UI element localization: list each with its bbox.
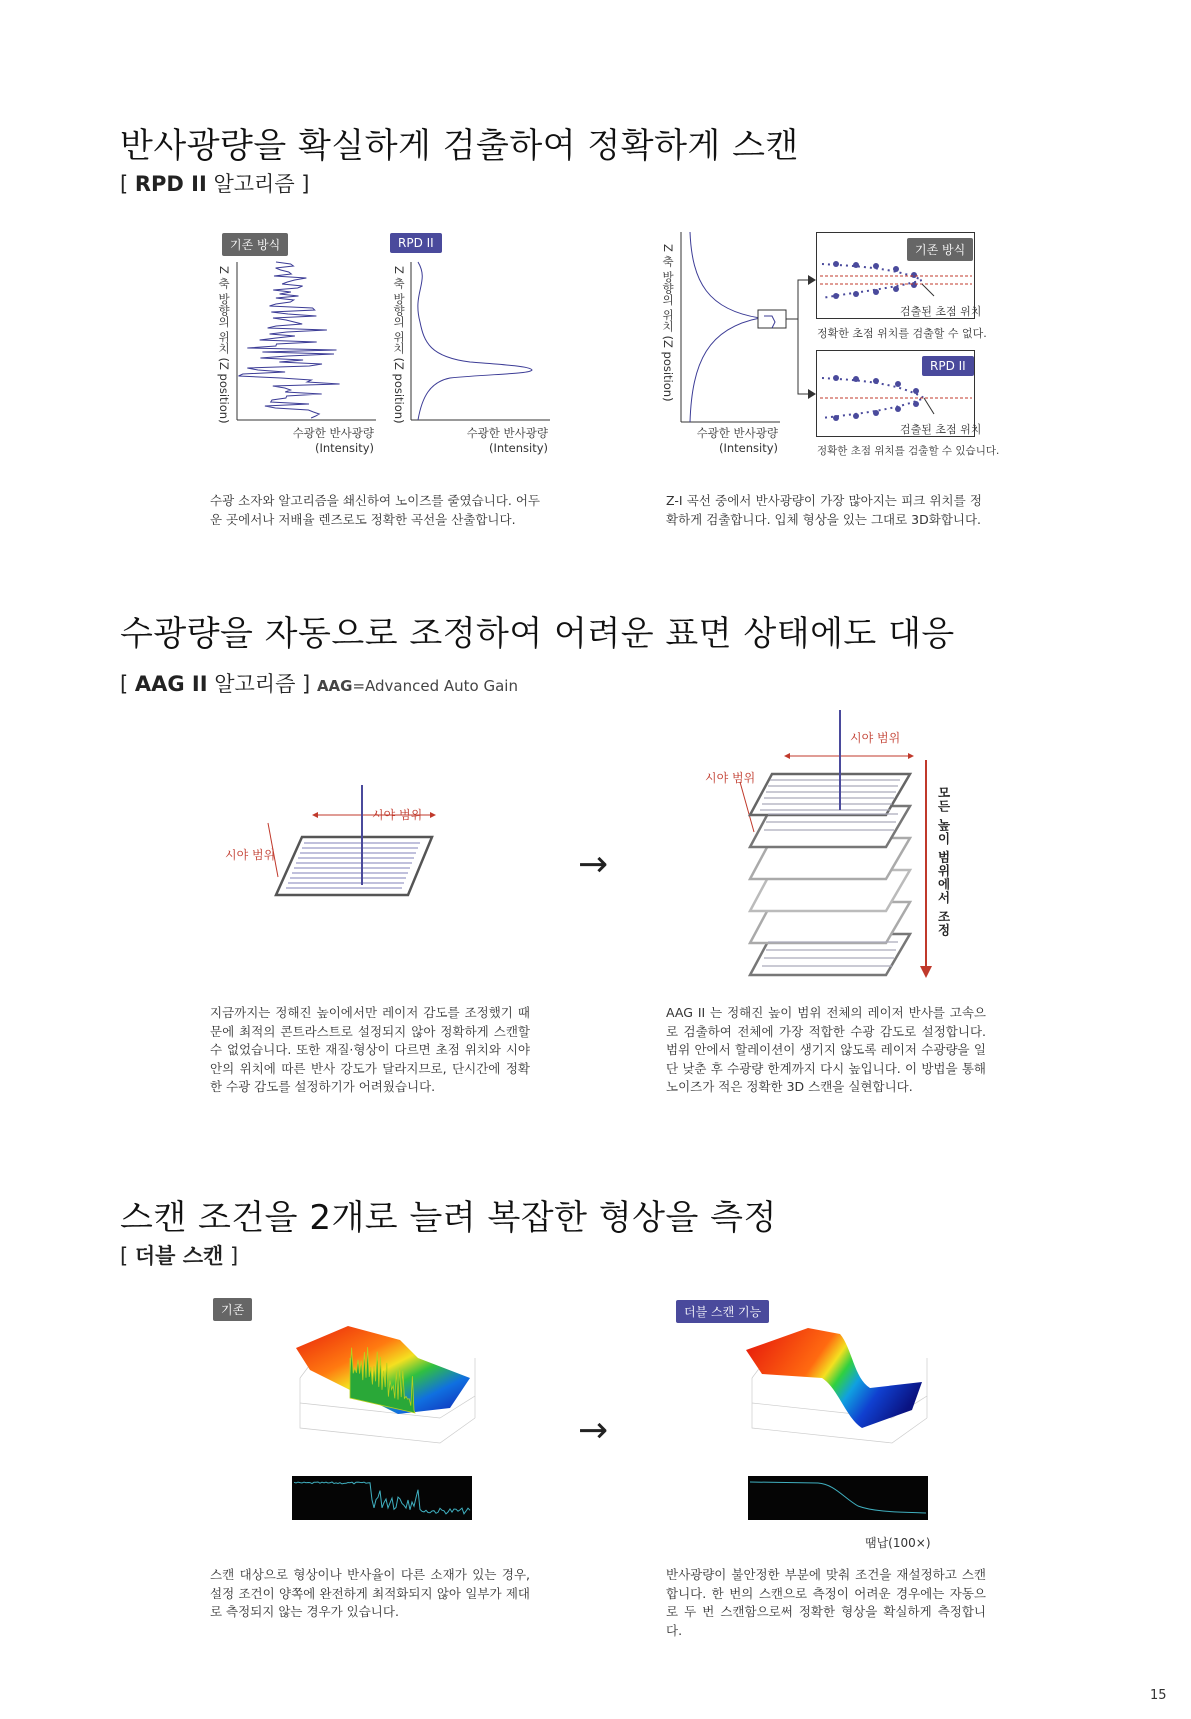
graph3-x-axis-label: 수광한 반사광량 (Intensity)	[696, 426, 778, 455]
section2-paragraph-left: 지금까지는 정해진 높이에서만 레이저 감도를 조정했기 때문에 최적의 콘트라스트로 설정되지 않아 정확하게 스캔할 수 없었습니다. 또한 재질·형상이 다르면 초점 위치와 시야 안의 위치에 따른 반사 강도가 달라지므로, 단시간에 정확한 수광 감도를 설정하기가 어려웠습니다.	[210, 1005, 530, 1094]
section1-paragraph-left: 수광 소자와 알고리즘을 쇄신하여 노이즈를 줄였습니다. 어두운 곳에서나 저배율 렌즈로도 정확한 곡선을 산출합니다.	[210, 493, 540, 527]
section2-arrow: →	[578, 844, 609, 885]
graph1-x-axis-label: 수광한 반사광량 (Intensity)	[292, 426, 374, 455]
surface-3d-conventional	[290, 1318, 480, 1448]
section3-paragraph-left: 스캔 대상으로 형상이나 반사율이 다른 소재가 있는 경우, 설정 조건이 양쪽에 완전하게 최적화되지 않아 일부가 제대로 측정되지 않는 경우가 있습니다.	[210, 1567, 530, 1619]
single-plane-scan	[270, 785, 440, 900]
section3-subtitle: [ 더블 스캔 ]	[120, 1244, 239, 1268]
graph1-y-axis-label: Z 축 방향의 위치 (Z position)	[217, 266, 231, 424]
sample-note: 땜납(100×)	[865, 1536, 931, 1550]
stacked-field-top: 시야 범위	[850, 731, 901, 745]
profile-2d-conventional	[292, 1476, 472, 1522]
all-height-adjust-note: 모든 높이 범위에서 조정	[936, 786, 951, 938]
panel-old-caption: 정확한 초점 위치를 검출할 수 없다.	[817, 327, 987, 340]
panel-new-badge: RPD II	[922, 356, 974, 376]
section2-paragraph-right: AAG II 는 정해진 높이 범위 전체의 레이저 반사를 고속으로 검출하여 전체에 가장 적합한 수광 감도로 설정합니다. 범위 안에서 할레이션이 생기지 않도록 레이저 수광량을 일단 낮춘 후 수광량 한계까지 다시 높입니다. 이 방법을 통해 노이즈가 적은 정확한 3D 스캔을 실현합니다.	[666, 1005, 986, 1094]
badge-old-method: 기존 방식	[222, 233, 288, 256]
section3-title: 스캔 조건을 2개로 늘려 복잡한 형상을 측정	[120, 1198, 777, 1238]
section1-subtitle: [ RPD II 알고리즘 ]	[120, 172, 310, 196]
graph2-x-axis-label: 수광한 반사광량 (Intensity)	[466, 426, 548, 455]
badge-rpd2: RPD II	[390, 233, 442, 253]
section2-subtitle: [ AAG II 알고리즘 ] AAG=Advanced Auto Gain	[120, 672, 518, 696]
stacked-field-left: 시야 범위	[705, 771, 756, 785]
single-plane-field-top: 시야 범위	[372, 808, 423, 822]
section1-title: 반사광량을 확실하게 검출하여 정확하게 스캔	[120, 126, 799, 166]
section1-paragraph-right: Z-I 곡선 중에서 반사광량이 가장 많아지는 피크 위치를 정확하게 검출합니다. 입체 형상을 있는 그대로 3D화합니다.	[666, 493, 982, 527]
graph1-noisy-curve	[236, 262, 376, 422]
graph3-y-axis-label: Z 축 방향의 위치 (Z position)	[661, 244, 675, 402]
panel-old-detected-label: 검출된 초점 위치	[900, 305, 982, 318]
section3-paragraph-right: 반사광량이 불안정한 부분에 맞춰 조건을 재설정하고 스캔합니다. 한 번의 스캔으로 측정이 어려운 경우에는 자동으로 두 번 스캔함으로써 정확한 형상을 확실하게 측정합니다.	[666, 1567, 986, 1638]
profile-2d-double-scan	[748, 1476, 928, 1522]
panel-old-badge: 기존 방식	[907, 238, 973, 261]
single-plane-field-left: 시야 범위	[225, 848, 276, 862]
page-number: 15	[1150, 1688, 1167, 1703]
surface-3d-double-scan	[742, 1318, 932, 1448]
section2-title: 수광량을 자동으로 조정하여 어려운 표면 상태에도 대응	[120, 614, 955, 654]
panel-new-caption: 정확한 초점 위치를 검출할 수 있습니다.	[817, 445, 1000, 457]
badge-double-scan: 더블 스캔 기능	[676, 1300, 769, 1323]
graph2-y-axis-label: Z 축 방향의 위치 (Z position)	[392, 266, 406, 424]
panel-new-detected-label: 검출된 초점 위치	[900, 423, 982, 436]
stacked-planes-scan	[740, 710, 960, 980]
graph2-peak-curve	[410, 262, 550, 422]
section3-arrow: →	[578, 1410, 609, 1451]
badge-conventional: 기존	[213, 1298, 252, 1321]
